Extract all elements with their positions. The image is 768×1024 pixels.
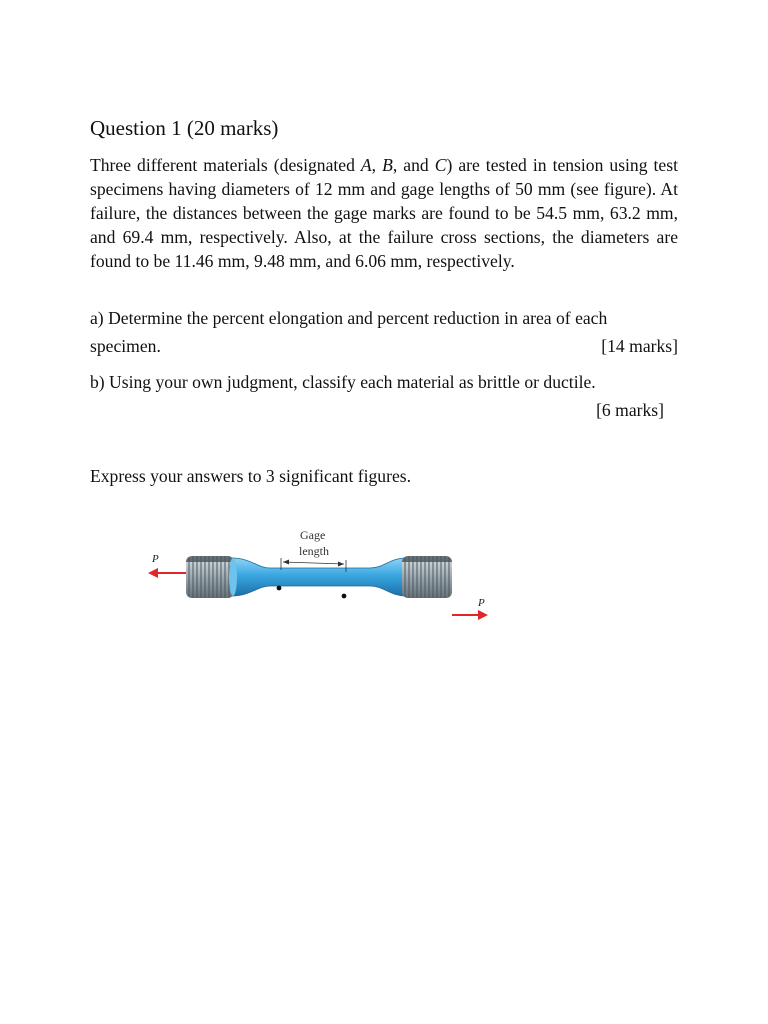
shaft-end-left [229,558,237,596]
gage-mark-right [342,594,347,599]
load-label-right: P [478,597,485,609]
intro-text: Three different materials (designated [90,155,361,175]
intro-text: ) are tested in tension using test specimens having diameters of 12 mm and gage lengths of 50 mm (see figure). At failure, the distances between the gage marks are found to be 54.5 mm, 63.2 mm, and 69.4 mm, respectively. Also, at the failure cross sections, the diameters are found to be 11.46 mm, 9.48 mm, and 6.06 mm, respectively. [90,155,678,271]
sig-fig-note: Express your answers to 3 significant figures. [90,466,412,486]
left-grip [186,556,234,598]
specimen-svg [140,522,500,632]
right-grip [402,556,452,598]
right-load-arrow [452,610,488,620]
question-title: Question 1 (20 marks) [90,116,279,140]
material-a: A [360,155,372,175]
part-b [90,368,678,424]
material-b: B [382,155,393,175]
load-label-left: P [152,553,159,565]
gage-mark-left [277,586,282,591]
part-b-marks: [6 marks] [596,400,664,420]
intro-text: , and [392,155,435,175]
intro-text: , [371,155,383,175]
part-a-line2: specimen. [90,336,161,356]
part-a-line1: a) Determine the percent elongation and percent reduction in area of each [90,308,608,328]
material-c: C [434,155,447,175]
specimen-shaft [232,558,406,596]
part-a-marks: [14 marks] [601,336,678,356]
question-intro [90,153,678,273]
part-a [90,304,678,360]
left-load-arrow [148,568,188,578]
part-b-text: b) Using your own judgment, classify each material as brittle or ductile. [90,372,596,392]
gage-label-line2: length [299,544,329,558]
gage-label-line1: Gage [300,528,326,542]
tension-specimen-figure [140,522,500,632]
